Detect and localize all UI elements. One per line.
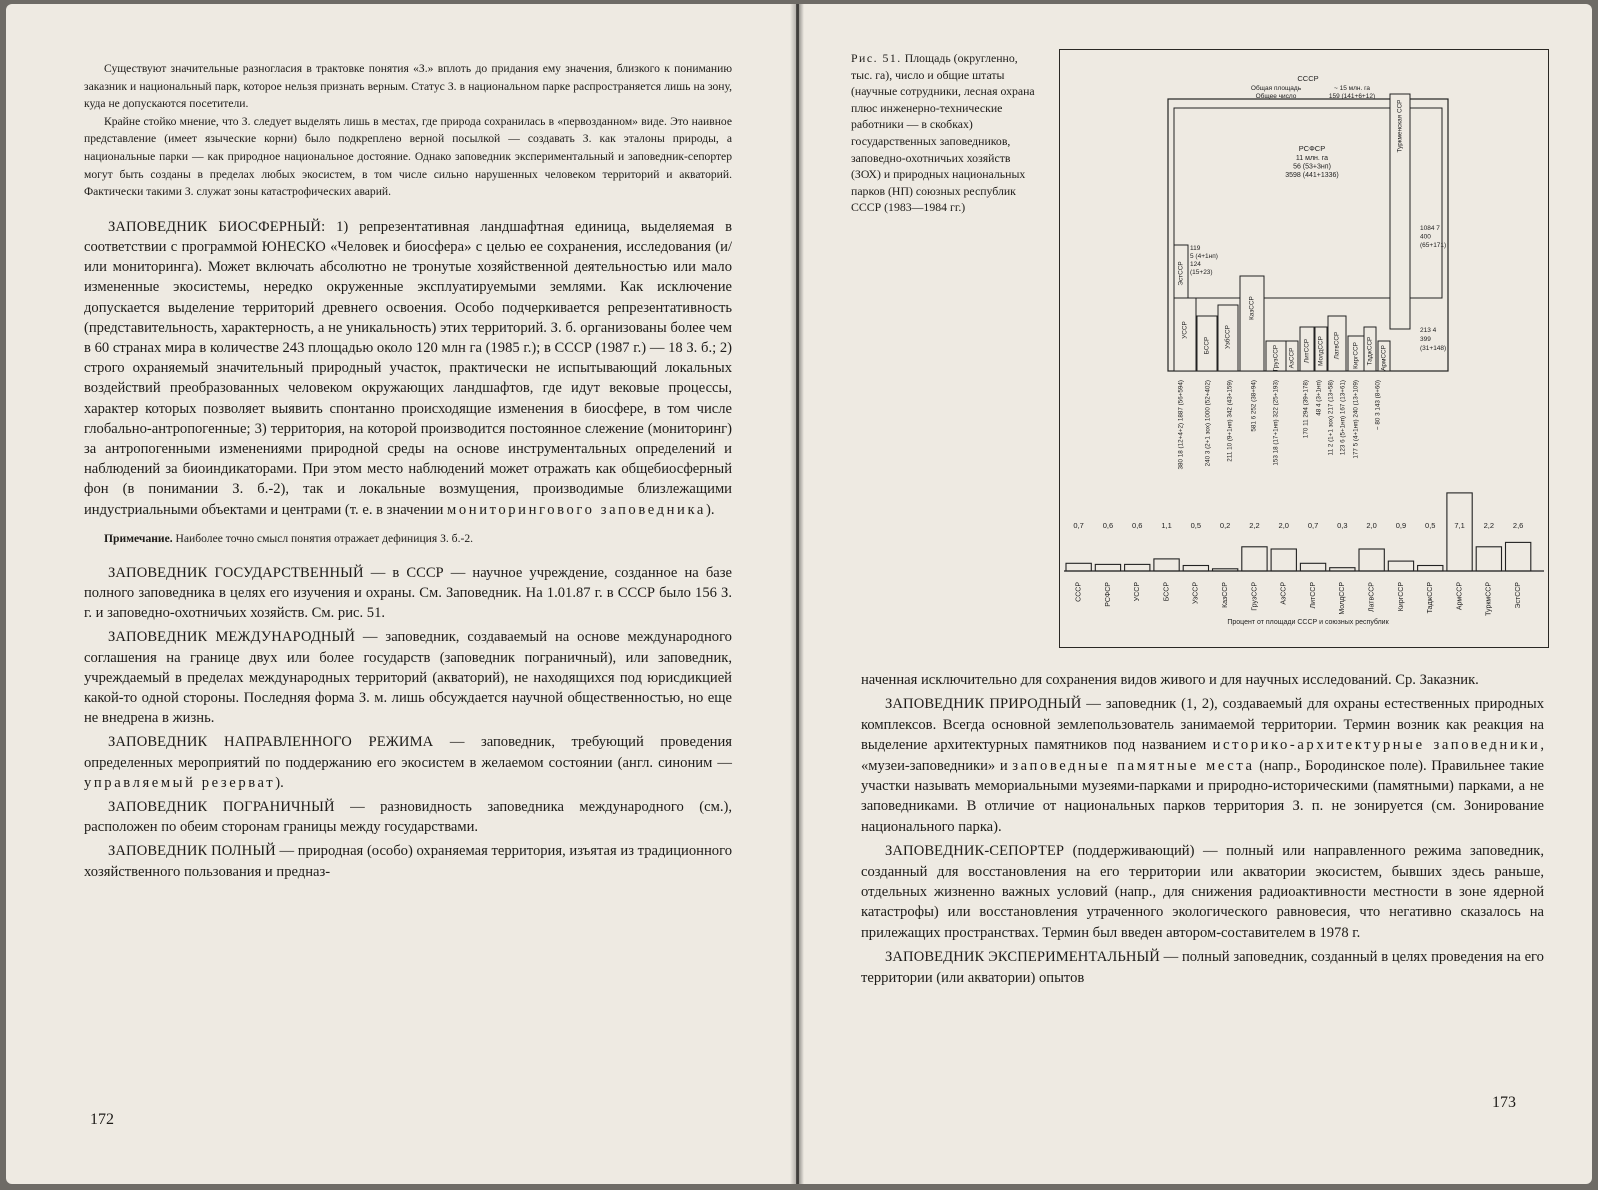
category-label-10: ЛатвССР	[1368, 582, 1376, 613]
entry-international	[84, 627, 732, 728]
entry-full	[84, 841, 732, 881]
category-label-13: АрмССР	[1456, 582, 1464, 611]
page-number-right: 173	[1492, 1094, 1516, 1111]
est-line-1: 5 (4+1нп)	[1190, 253, 1218, 260]
entry-head: ЗАПОВЕДНИК МЕЖДУНАРОДНЫЙ	[108, 629, 356, 646]
bar-2	[1125, 564, 1150, 571]
note-text: Наиболее точно смысл понятия отражает дефиниция З. б.-2.	[172, 531, 474, 545]
bar-0	[1066, 563, 1091, 571]
ussr-area-label: Общая площадь	[1250, 85, 1302, 92]
vertical-label-8: 123 6 (5+1нп) 167 (13+61)	[1339, 380, 1347, 456]
entry-experimental	[861, 947, 1544, 988]
bar-14	[1476, 547, 1501, 571]
book-spread	[6, 4, 1592, 1184]
entry-supporter	[861, 841, 1544, 943]
arm-line-2: (31+148)	[1420, 345, 1447, 352]
ussr-count-value: 159 (141+6+12)	[1328, 93, 1376, 100]
percent-label-8: 0,7	[1307, 521, 1319, 530]
category-label-6: ГрузССР	[1251, 582, 1259, 611]
category-label-4: УзССР	[1192, 582, 1200, 605]
entry-end: ).	[275, 774, 284, 791]
category-label-9: МолдССР	[1339, 582, 1347, 615]
figure-51	[1059, 49, 1549, 648]
arm-line-0: 213 4	[1420, 327, 1437, 334]
rsfsr-values	[1285, 155, 1339, 179]
entry-body: , «музеи-заповедники» и	[861, 737, 1544, 774]
entry-directed-regime	[84, 732, 732, 793]
entry-natural	[861, 694, 1544, 837]
category-label-2: УССР	[1134, 582, 1142, 602]
rsfsr-line-1: 56 (53+3нп)	[1293, 163, 1331, 171]
bars	[1066, 493, 1531, 571]
vertical-label-6: 48 4 (3+1нп)	[1315, 380, 1323, 416]
vertical-label-10: ~ 80 3 143 (8+60)	[1374, 380, 1382, 431]
category-label-0: СССР	[1075, 582, 1083, 602]
note	[84, 530, 732, 547]
block-label-6: АзССР	[1288, 347, 1296, 369]
block-label-1: УССР	[1181, 321, 1189, 339]
rsfsr-line-2: 3598 (441+1336)	[1285, 172, 1339, 180]
percent-label-0: 0,7	[1073, 521, 1084, 530]
bar-13	[1447, 493, 1472, 571]
percent-label-15: 2,6	[1512, 521, 1524, 530]
vertical-label-2: 211 10 (9+1нп) 342 (43+159)	[1226, 380, 1234, 462]
reserves-chart	[1060, 50, 1548, 647]
est-line-2: 124	[1190, 261, 1201, 268]
percent-label-10: 2,0	[1366, 521, 1377, 530]
bar-10	[1359, 549, 1384, 571]
entry-head: ЗАПОВЕДНИК-СЕПОРТЕР	[885, 843, 1065, 860]
entry-spaced: историко-архитектурные заповедники	[1212, 737, 1541, 754]
percent-label-2: 0,6	[1132, 521, 1143, 530]
bar-6	[1242, 547, 1267, 571]
entry-head: ЗАПОВЕДНИК БИОСФЕРНЫЙ:	[108, 218, 326, 235]
right-page	[799, 4, 1592, 1184]
percent-label-5: 0,2	[1219, 521, 1231, 530]
entry-body: — заповедник (1, 2), создаваемый для охраны естественных природных комплексов. Всегда основной землепользователь занимаемой территории. Термин возник как реакция на выделение архитектурных памятников под названием	[861, 696, 1544, 754]
entry-head: ЗАПОВЕДНИК НАПРАВЛЕННОГО РЕЖИМА	[108, 734, 434, 751]
book-gutter	[790, 4, 804, 1184]
ussr-title: СССР	[1297, 74, 1319, 83]
percent-label-3: 1,1	[1161, 521, 1172, 530]
block-label-11: ТаджССР	[1366, 336, 1374, 366]
turkm-line-1: 400	[1420, 233, 1431, 241]
block-label-0: ЭстССР	[1177, 261, 1185, 286]
turkm-line-0: 1084 7	[1420, 225, 1440, 232]
est-line-3: (15+23)	[1190, 269, 1213, 276]
entry-body: 1) репрезентативная ландшафтная единица, выделяемая в соответствии с программой ЮНЕСКО «Человек и биосфера» с целью ее сохранения, исследования (и/или мониторинга). Может включать абсолютно не тронутые хозяйственной деятельностью или мало измененные экосистемы, нередко окруженные эксплуатируемыми землями. Как исключение допускается выделение территорий древнего освоения. Особо подчеркивается репрезентативность (представительность, характерность, а не уникальность) этих территорий. З. б. организованы более чем в 60 странах мира в количестве 243 площадью около 120 млн га (1985 г.); в СССР (1987 г.) — 18 З. б.; 2) строго охраняемый значительный природный участок, практически не испытывающий локальных воздействий преобразованных человеком окружающих ландшафтов, где идут вековые процессы, характер которых позволяет выявить спонтанно происходящие изменения в биосфере, в том числе глобально-антропогенные; 3) территория, на которой производится постоянное слежение (мониторинг) за антропогенными изменениями природной среды на основе инструментальных определений и наблюдений за биоиндикаторами. При этом место наблюдений может отражать как общебиосферный фон (в понимании З. б.-2), так и локальные возмущения, производимые близлежащими индустриальными объектами и центрами (т. е. в значении	[84, 218, 732, 518]
entry-head: ЗАПОВЕДНИК ЭКСПЕРИМЕНТАЛЬНЫЙ	[885, 949, 1160, 966]
right-text-column	[861, 670, 1544, 988]
block-label-10: КиргССР	[1352, 342, 1360, 369]
intro-paragraph-2: Крайне стойко мнение, что З. следует выделять лишь в местах, где природа сохранилась в «первозданном» виде. Это наивное представление (имеет языческие корни) было подкреплено верной посылкой — создавать З. как эталоны природы, а национальные парки — как природное национальное достояние. Однако заповедник экспериментальный и заповедник-сепортер могут быть созданы в пределах любых экосистем, в том числе сильно нарушенных человеком территорий и акваторий. Фактически такими З. служат зоны катастрофических аварий.	[84, 114, 732, 199]
category-label-8: ЛитССР	[1309, 582, 1317, 609]
category-label-11: КиргССР	[1397, 582, 1405, 612]
block-label-12: АрмССР	[1380, 345, 1388, 371]
entry-body: (напр., Бородинское поле). Правильнее такие участки называть мемориальными музеями-парками и природно-историческими (памятными) парками, а не заповедниками. В отличие от национальных парков территория З. п. не зонируется (см. Зонирование национального парка).	[861, 757, 1544, 835]
vertical-label-9: 177 5 (4+1нп) 240 (13+109)	[1352, 380, 1360, 459]
rsfsr-title: РСФСР	[1298, 144, 1326, 153]
figure-caption	[851, 50, 1039, 216]
vertical-label-0: 380 18 (12+4+2) 1887 (56+594)	[1177, 380, 1185, 470]
entry-body: (поддерживающий) — полный или направленного режима заповедник, созданный для восстановления на его территории или акватории экосистем, бывших здесь раньше, отдельных жизненно важных условий (напр., для снижения радиоактивности местности в зоне ядерной катастрофы) или восстановления утраченного экологического равновесия, что негативно сказалось на прилежащих пространствах. Термин был введен автором-составителем в 1978 г.	[861, 843, 1544, 941]
percent-label-4: 0,5	[1190, 521, 1202, 530]
ussr-area-value: ~ 15 млн. га	[1334, 85, 1370, 92]
entry-head: ЗАПОВЕДНИК ПРИРОДНЫЙ	[885, 696, 1082, 713]
note-label: Примечание.	[104, 531, 173, 545]
percent-label-13: 7,1	[1454, 521, 1465, 530]
entry-body: — разновидность заповедника международного (см.), расположен по обеим сторонам границы между государствами.	[84, 799, 732, 836]
block-label-8: МолдССР	[1317, 336, 1325, 366]
category-label-7: АзССР	[1280, 582, 1288, 605]
entry-border	[84, 797, 732, 837]
bar-1	[1095, 564, 1120, 571]
republic-block-4	[1240, 276, 1264, 371]
category-label-15: ЭстССР	[1514, 582, 1522, 609]
arm-line-1: 399	[1420, 336, 1431, 343]
category-label-1: РСФСР	[1104, 582, 1112, 607]
percent-label-14: 2,2	[1483, 521, 1495, 530]
category-label-14: ТуркмССР	[1485, 582, 1493, 616]
intro-paragraph-1: Существуют значительные разногласия в трактовке понятия «З.» вплоть до придания ему значения, близкого к пониманию заказник и национальный парк, которое нельзя признать верным. Статус З. в национальном парке распространяется лишь на зону, куда не допускаются посетители.	[84, 62, 732, 111]
entry-end: ).	[706, 501, 715, 518]
entry-spaced: управляемый резерват	[84, 774, 276, 791]
percent-labels	[1073, 521, 1523, 530]
bar-15	[1506, 542, 1531, 571]
block-label-4: КазССР	[1248, 296, 1256, 320]
category-label-3: БССР	[1163, 582, 1171, 602]
percent-label-9: 0,3	[1337, 521, 1348, 530]
category-labels	[1075, 582, 1522, 616]
bar-11	[1388, 561, 1413, 571]
block-label-3: УзбССР	[1224, 325, 1232, 349]
entry-body: — полный заповедник, созданный в целях проведения на его территории (или акватории) опытов	[861, 949, 1544, 986]
entry-state	[84, 563, 732, 624]
vertical-label-4: 153 18 (17+1нп) 322 (25+193)	[1272, 380, 1280, 466]
page-number-left: 172	[90, 1111, 114, 1128]
caption-label: Рис. 51.	[851, 51, 902, 65]
bar-9	[1330, 568, 1355, 571]
block-label-13: Туркменская ССР	[1396, 99, 1404, 153]
vertical-label-5: 170 11 294 (39+178)	[1302, 380, 1310, 439]
percent-label-12: 0,5	[1425, 521, 1436, 530]
block-label-5: ГрузССР	[1272, 344, 1280, 372]
vertical-label-7: 11 2 (1+1 зох) 217 (13+58)	[1327, 380, 1335, 456]
bar-12	[1418, 566, 1443, 572]
vertical-label-3: 581 6 252 (38+94)	[1250, 380, 1258, 432]
percent-label-1: 0,6	[1102, 521, 1114, 530]
entry-biosphere	[84, 217, 732, 520]
bar-5	[1213, 569, 1238, 571]
block-label-7: ЛитССР	[1303, 338, 1311, 364]
category-label-12: ТаджССР	[1427, 582, 1435, 614]
entry-body: — природная (особо) охраняемая территория, изъятая из традиционного хозяйственного пользования и предназ-	[84, 843, 732, 880]
turkm-line-2: (65+171)	[1420, 241, 1447, 249]
vertical-label-1: 240 3 (2+1 зох) 1000 (52+402)	[1204, 380, 1212, 467]
category-label-5: КазССР	[1221, 582, 1229, 608]
left-page	[6, 4, 796, 1184]
percent-label-11: 0,9	[1395, 521, 1407, 530]
left-text-column	[84, 60, 732, 882]
entry-head: ЗАПОВЕДНИК ПОГРАНИЧНЫЙ	[108, 799, 335, 816]
est-line-0: 119	[1190, 245, 1201, 252]
percent-label-6: 2,2	[1249, 521, 1260, 530]
continued-text: наченная исключительно для сохранения видов живого и для научных исследований. Ср. Заказник.	[861, 672, 1479, 688]
percent-label-7: 2,0	[1278, 521, 1289, 530]
entry-head: ЗАПОВЕДНИК ПОЛНЫЙ	[108, 843, 276, 860]
entry-spaced: заповедные памятные места	[1012, 757, 1255, 774]
caption-text: Площадь (округленно, тыс. га), число и общие штаты (научные сотрудники, лесная охрана плюс инженерно-технические работники — в скобках) государственных заповедников, заповедно-охотничьих хозяйств (ЗОХ) и природных национальных парков (НП) союзных республик СССР (1983—1984 гг.)	[851, 51, 1035, 215]
block-label-9: ЛатвССР	[1333, 331, 1341, 360]
republic-blocks	[1174, 94, 1410, 371]
entry-body: — в СССР — научное учреждение, созданное на базе полного заповедника в целях его изучения и охраны. См. Заповедник. На 1.01.87 г. в СССР было 156 З. г. и заповедно-охотничьих хозяйств. См. рис. 51.	[84, 564, 732, 622]
bar-4	[1183, 566, 1208, 572]
entry-head: ЗАПОВЕДНИК ГОСУДАРСТВЕННЫЙ	[108, 564, 364, 581]
entry-spaced: мониторингового заповедника	[447, 501, 707, 518]
entry-body: — заповедник, создаваемый на основе международного соглашения на границе двух или более государств (заповедник пограничный), или заповедник, учреждаемый в пределах международных территорий (акваторий), не находящихся под юрисдикцией какой-то одной стороны. Последняя форма З. м. лишь обсуждается научной общественностью, но еще не внедрена в жизнь.	[84, 629, 732, 727]
bar-8	[1300, 563, 1325, 571]
block-label-2: БССР	[1203, 336, 1211, 355]
entry-body: — заповедник, требующий проведения определенных мероприятий по поддержанию его экосистем в желаемом состоянии (англ. синоним —	[84, 734, 733, 771]
x-axis-label: Процент от площади СССР и союзных республик	[1227, 619, 1389, 626]
ussr-count-label: Общее число	[1255, 93, 1297, 100]
bar-7	[1271, 549, 1296, 571]
vertical-value-labels	[1178, 380, 1382, 469]
bar-3	[1154, 559, 1179, 571]
rsfsr-line-0: 11 млн. га	[1295, 155, 1329, 162]
